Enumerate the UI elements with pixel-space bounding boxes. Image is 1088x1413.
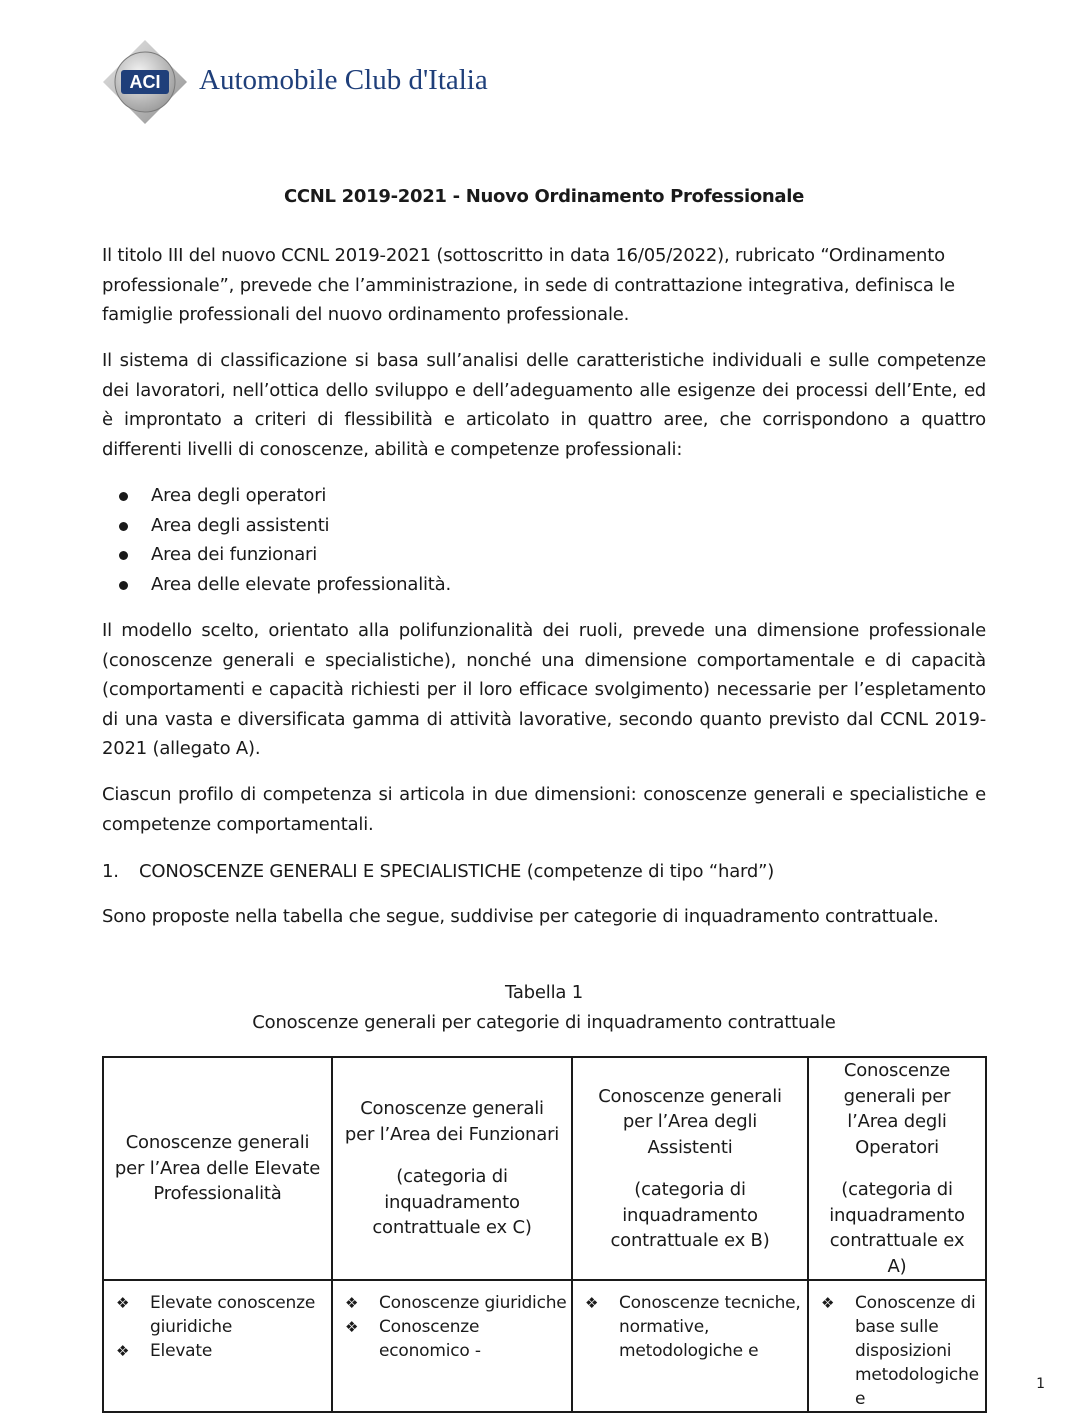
table-cell xyxy=(808,1280,986,1412)
list-item: Area degli assistenti xyxy=(102,511,986,541)
table-header-row xyxy=(103,1057,986,1280)
section-heading xyxy=(102,857,774,887)
aci-logo xyxy=(101,38,488,126)
diamond-bullet-icon: ❖ xyxy=(821,1294,835,1312)
bullet-icon xyxy=(119,492,128,501)
classification-paragraph: Il sistema di classificazione si basa sull’analisi delle caratteristiche individuali e sulle competenze dei lavoratori, nell’ottica dello sviluppo e dell’adeguamento alle esigenze dei processi dell’Ente, ed è improntato a criteri di flessibilità e articolato in quattro aree, che corrispondono a quattro differenti livelli di conoscenze, abilità e competenze professionali: xyxy=(102,350,986,460)
document-title: CCNL 2019-2021 - Nuovo Ordinamento Professionale xyxy=(283,186,805,207)
list-item: ❖ Conoscenze giuridiche xyxy=(345,1293,567,1313)
list-item: ❖ Elevate conoscenze giuridiche xyxy=(116,1293,316,1337)
org-name: Automobile Club d'Italia xyxy=(199,64,488,96)
table-intro-paragraph: Sono proposte nella tabella che segue, suddivise per categorie di inquadramento contrattuale. xyxy=(102,906,939,927)
bullet-icon xyxy=(119,581,128,590)
profile-paragraph: Ciascun profilo di competenza si articola in due dimensioni: conoscenze generali e specialistiche e competenze comportamentali. xyxy=(102,784,986,835)
table-caption-number: Tabella 1 xyxy=(505,982,583,1003)
diamond-bullet-icon: ❖ xyxy=(116,1342,130,1360)
knowledge-table xyxy=(102,1056,987,1413)
page-number: 1 xyxy=(1036,1376,1045,1392)
diamond-bullet-icon: ❖ xyxy=(345,1294,359,1312)
bullet-icon xyxy=(119,551,128,560)
section-text: CONOSCENZE GENERALI E SPECIALISTICHE (competenze di tipo “hard”) xyxy=(139,861,775,882)
areas-list xyxy=(102,481,986,599)
bullet-icon xyxy=(119,522,128,531)
table-cell xyxy=(332,1280,572,1412)
diamond-bullet-icon: ❖ xyxy=(345,1318,359,1336)
header-cell: Conoscenze generali per l’Area delle Elevate Professionalità xyxy=(103,1057,332,1280)
list-item: Area delle elevate professionalità. xyxy=(102,570,986,600)
model-paragraph: Il modello scelto, orientato alla polifunzionalità dei ruoli, prevede una dimensione professionale (conoscenze generali e specialistiche), nonché una dimensione comportamentale e di capacità (comportamenti e capacità richiesti per il loro efficace svolgimento) necessarie per l’espletamento di una vasta e diversificata gamma di attività lavorative, secondo quanto previsto dal CCNL 2019-2021 (allegato A). xyxy=(102,620,986,759)
table-caption-title: Conoscenze generali per categorie di inquadramento contrattuale xyxy=(252,1012,836,1033)
intro-paragraph: Il titolo III del nuovo CCNL 2019-2021 (sottoscritto in data 16/05/2022), rubricato “Ordinamento professionale”, prevede che l’amministrazione, in sede di contrattazione integrativa, definisca le famiglie professionali del nuovo ordinamento professionale. xyxy=(102,245,955,325)
section-number: 1. xyxy=(102,861,119,882)
list-item: ❖ Conoscenze di base sulle disposizioni metodologiche e xyxy=(821,1293,979,1409)
list-item: ❖ Elevate xyxy=(116,1341,213,1361)
list-item: Area dei funzionari xyxy=(102,540,986,570)
aci-badge-icon xyxy=(101,38,189,126)
table-cell xyxy=(572,1280,808,1412)
header-cell: Conoscenze generali per l’Area dei Funzionari (categoria di inquadramento contrattuale ex C) xyxy=(332,1057,572,1280)
diamond-bullet-icon: ❖ xyxy=(116,1294,130,1312)
header-cell: Conoscenze generali per l’Area degli Operatori (categoria di inquadramento contrattuale ex A) xyxy=(808,1057,986,1280)
table-row xyxy=(103,1280,986,1412)
list-item: ❖ Conoscenze tecniche, normative, metodologiche e xyxy=(585,1293,801,1361)
diamond-bullet-icon: ❖ xyxy=(585,1294,599,1312)
table-cell xyxy=(103,1280,332,1412)
list-item: ❖ Conoscenze economico - xyxy=(345,1317,481,1361)
header-cell: Conoscenze generali per l’Area degli Assistenti (categoria di inquadramento contrattuale ex B) xyxy=(572,1057,808,1280)
svg-text:ACI: ACI xyxy=(129,72,161,92)
list-item: Area degli operatori xyxy=(102,481,986,511)
